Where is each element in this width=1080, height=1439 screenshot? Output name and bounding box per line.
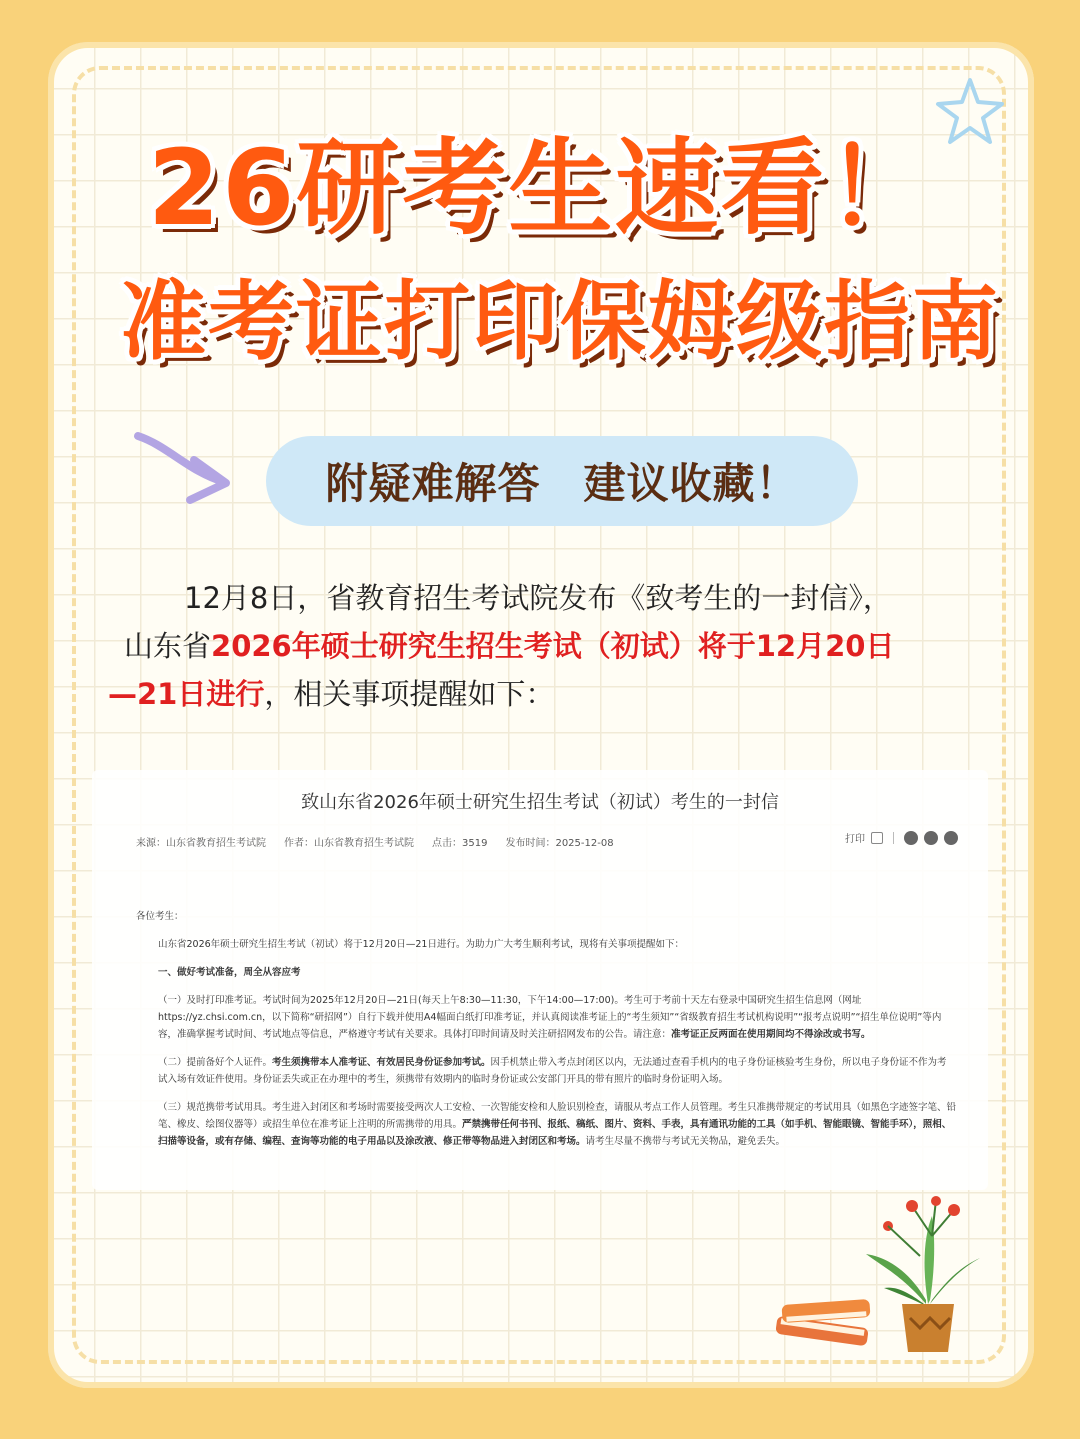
letter-greeting: 各位考生： [136,911,184,922]
letter-opening: 山东省2026年硕士研究生招生考试（初试）将于12月20日—21日进行。为助力广大考生顺利考试，现将有关事项提醒如下： [158,939,684,950]
intro-line-1: 12月8日，省教育招生考试院发布《致考生的一封信》， [184,581,892,615]
intro-line-3 [108,670,968,718]
item-3-rest: 请考生尽量不携带与考试无关物品，避免丢失。 [585,1136,786,1147]
potted-plant-icon [862,1196,982,1356]
item-2-rest: 因手机禁止带入考点封闭区以内，无法通过查看手机内的电子身份证核验考生身份，所以电子身份证不作为考试入场有效证件使用。身份证丢失或正在办理中的考生，须携带有效期内的临时身份证或公安部门开具的带有照片的临时身份证明入场。 [158,1057,947,1085]
divider [893,832,894,844]
intro-line-2-prefix: 山东省 [124,629,212,663]
letter-item-3 [136,1099,956,1150]
meta-clicks: 点击：3519 [432,838,488,849]
share-icon[interactable] [944,831,958,845]
letter-toolbar [845,830,958,845]
print-link[interactable]: 打印 [845,834,865,845]
letter-body [136,908,956,1150]
tip-badge: 附疑难解答 建议收藏！ [266,436,858,526]
curved-arrow-icon [128,426,238,516]
main-title: 26研考生速看！ [147,127,933,249]
intro-line-2 [108,622,968,670]
item-2-bold: 考生须携带本人准考证、有效居民身份证参加考试。 [272,1057,491,1068]
weibo-icon[interactable] [924,831,938,845]
letter-item-2 [136,1054,956,1088]
item-3-bold: 严禁携带任何书刊、报纸、稿纸、图片、资料、手表，具有通讯功能的工具（如手机、智能眼镜、智能手环），照相、扫描等设备，或有存储、编程、查询等功能的电子用品以及涂改液、修正带等物品进入封闭区和考场。 [158,1119,952,1147]
item-3-prefix: （三）规范携带考试用具。考生进入封闭区和考场时需要接受两次人工安检、一次智能安检和人脸识别检查，请服从考点工作人员管理。考生只准携带规定的考试用具（如黑色字迹签字笔、铅笔、橡皮、绘图仪器等）或招生单位在准考证上注明的所需携带的用具。 [158,1102,957,1130]
meta-date: 发布时间：2025-12-08 [505,838,614,849]
intro-paragraph [108,574,968,718]
intro-line-3-suffix: ，相关事项提醒如下： [264,677,555,711]
meta-author: 作者：山东省教育招生考试院 [284,838,414,849]
letter-meta [136,834,614,849]
intro-highlight-1: 2026年硕士研究生招生考试（初试）将于12月20日 [211,629,895,663]
section-heading-text: 一、做好考试准备，周全从容应考 [158,967,301,978]
meta-source: 来源：山东省教育招生考试院 [136,838,266,849]
letter-screenshot [92,770,988,1190]
item-1-bold: 准考证正反两面在使用期间均不得涂改或书写。 [671,1029,871,1040]
letter-item-1 [136,992,956,1043]
intro-highlight-2: —21日进行 [108,677,265,711]
letter-title: 致山东省2026年硕士研究生招生考试（初试）考生的一封信 [301,792,779,813]
sub-title: 准考证打印保姆级指南 [120,272,1000,372]
wechat-icon[interactable] [904,831,918,845]
print-icon[interactable] [871,832,883,844]
section-heading [136,964,956,981]
item-2-prefix: （二）提前备好个人证件。 [158,1057,273,1068]
item-1-text: （一）及时打印准考证。考试时间为2025年12月20日—21日(每天上午8:30—11:30，下午14:00—17:00)。考生可于考前十天左右登录中国研究生招生信息网（网址https://yz.chsi.com.cn，以下简称“研招网”）自行下载并使用A4幅面白纸打印准考证，并认真阅读准考证上的“考生须知”“省级教育招生考试机构说明”“报考点说明”“招生单位说明”等内容，准确掌握考试时间、考试地点等信息，严格遵守考试有关要求。具体打印时间请及时关注研招网发布的公告。请注意： [158,995,942,1040]
